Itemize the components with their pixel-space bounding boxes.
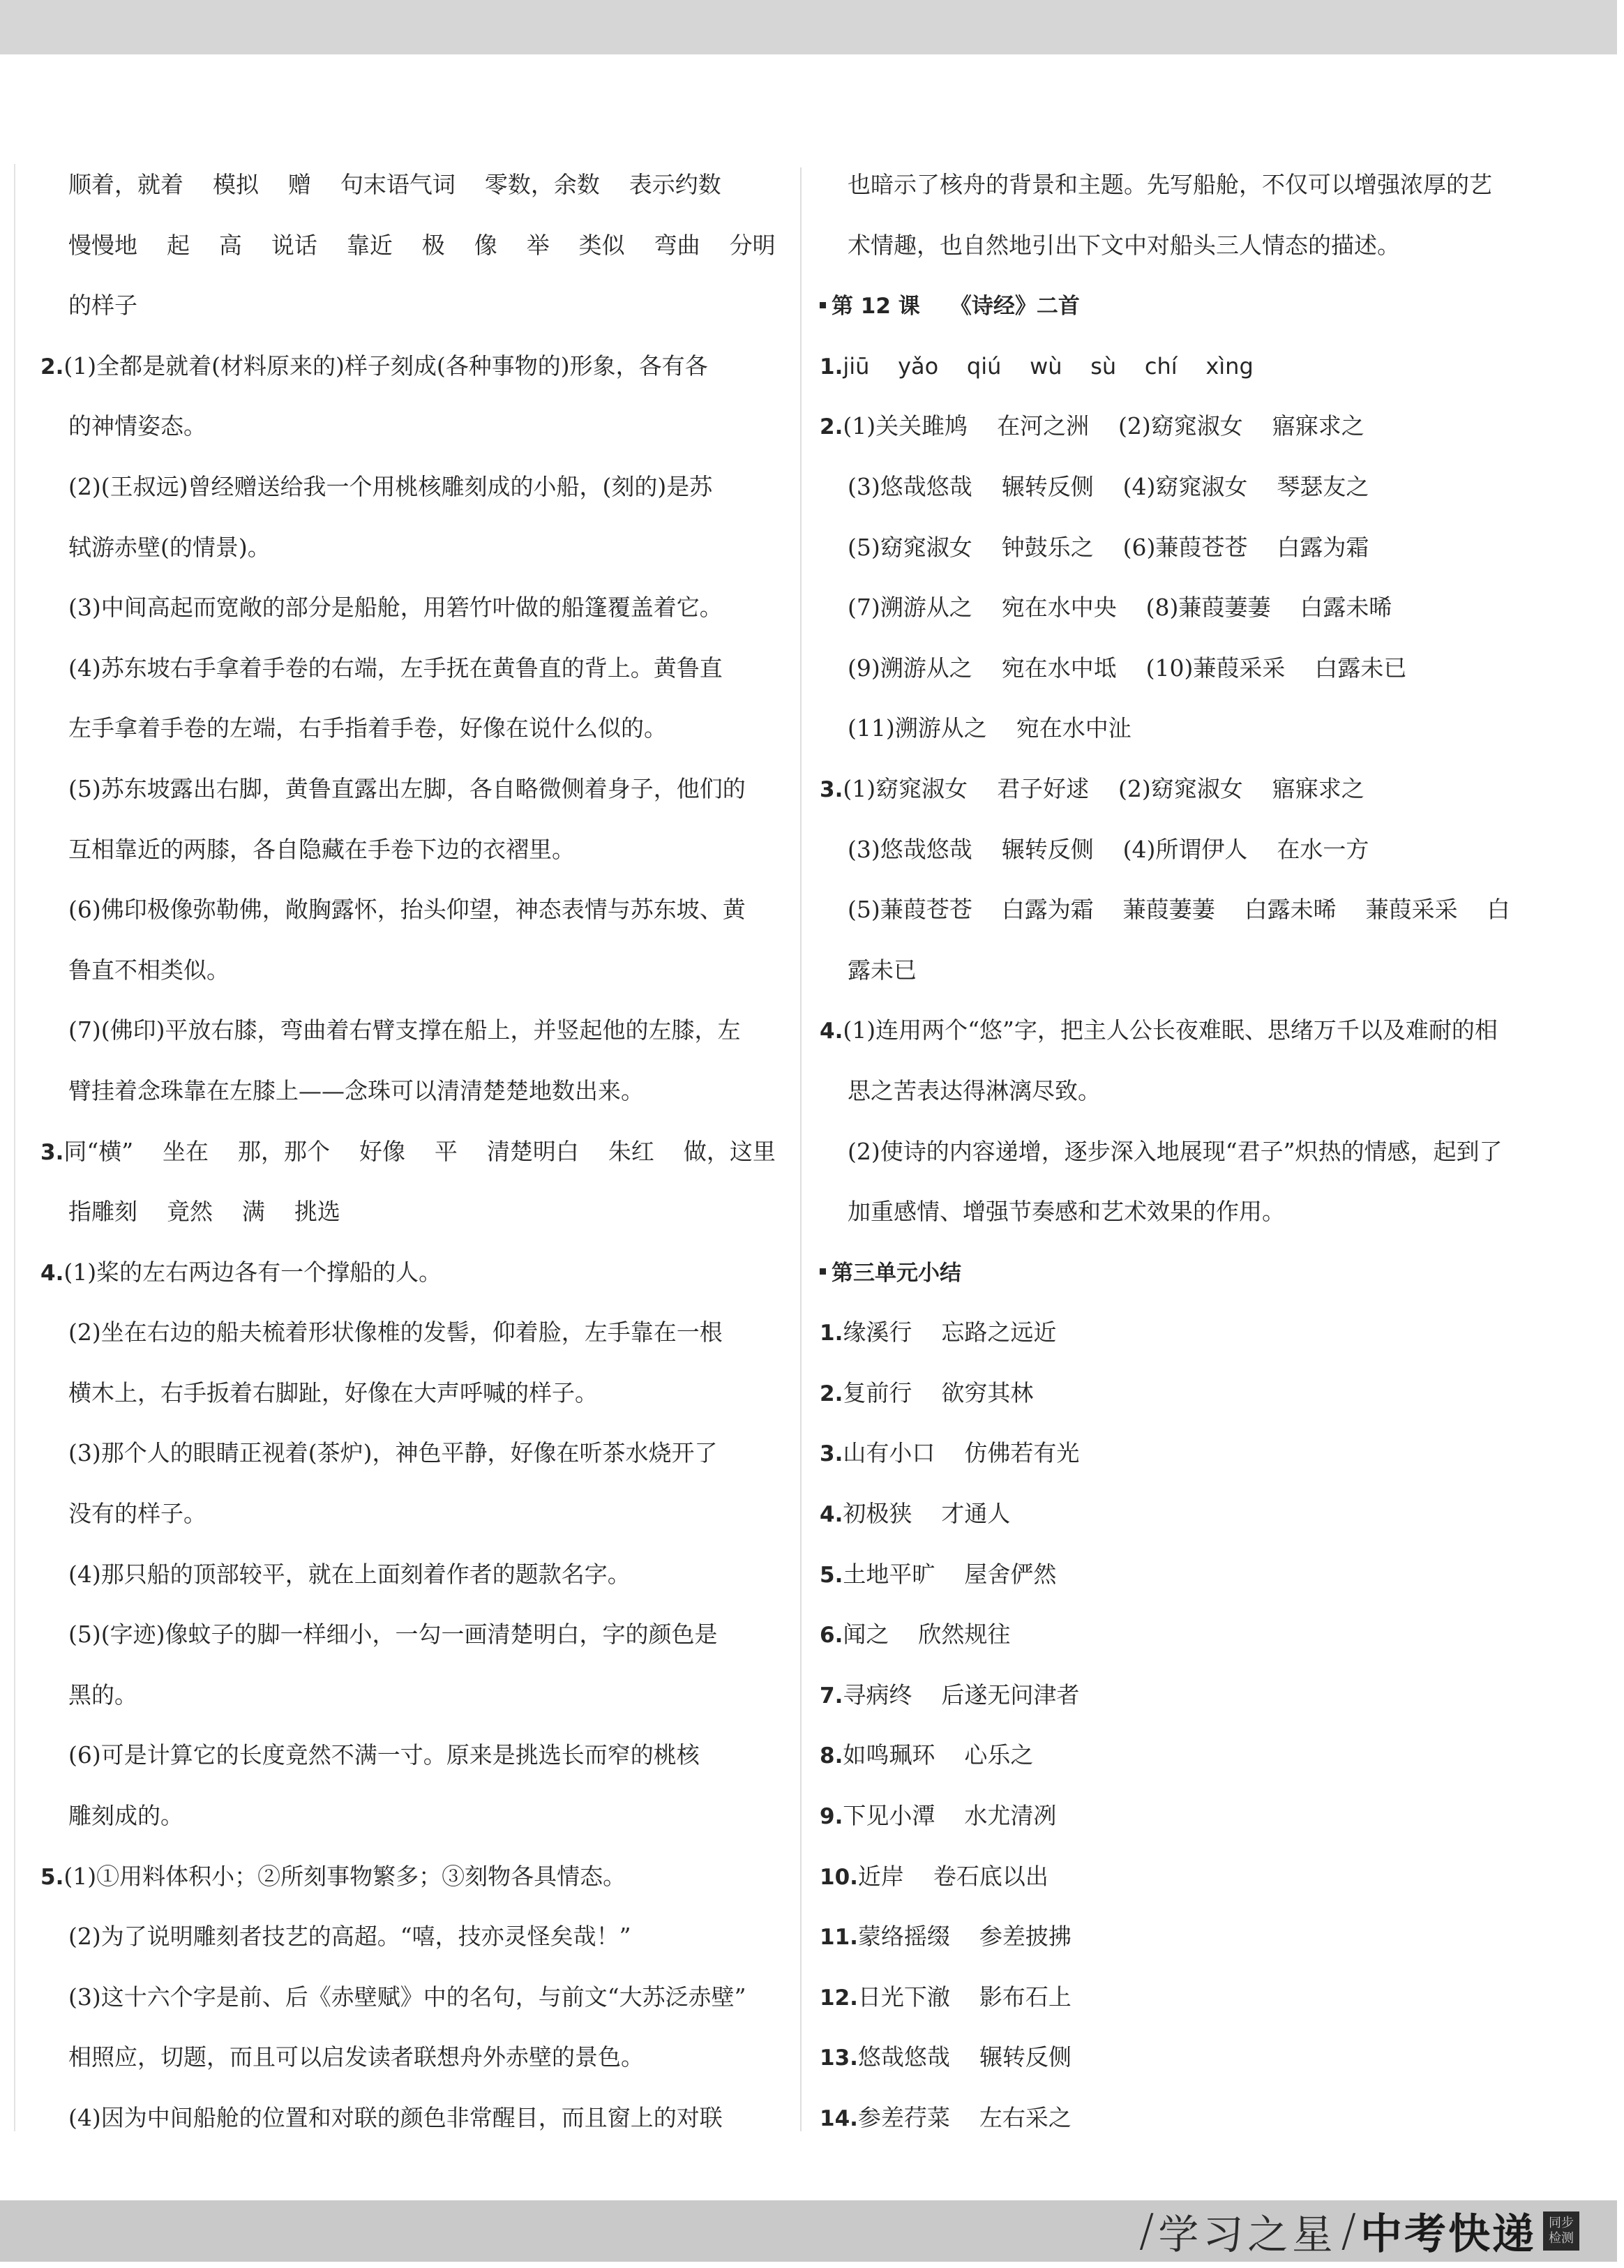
line-text: (6)可是计算它的长度竟然不满一寸。原来是挑选长而窄的桃核 — [68, 1741, 700, 1769]
line-text: (2)为了说明雕刻者技艺的高超。“嘻，技亦灵怪矣哉！” — [68, 1923, 631, 1951]
item-number: 7. — [820, 1683, 843, 1708]
answer-line — [40, 1725, 776, 1786]
line-text: (1)①用料体积小；②所刻事物繁多；③刻物各具情态。 — [63, 1862, 626, 1890]
answer-line — [820, 518, 1559, 578]
line-text: 土地平旷 屋舍俨然 — [843, 1560, 1057, 1588]
line-text: 轼游赤壁(的情景)。 — [68, 533, 271, 561]
answer-line — [40, 1484, 776, 1545]
answer-item — [820, 396, 1559, 457]
answer-line — [820, 155, 1559, 216]
line-text: (4)那只船的顶部较平，就在上面刻着作者的题款名字。 — [68, 1560, 631, 1588]
item-number: 2. — [820, 414, 843, 440]
answer-line — [40, 2027, 776, 2088]
brand-tag — [1543, 2211, 1579, 2251]
item-number: 3. — [40, 1139, 64, 1165]
line-text: 山有小口 仿佛若有光 — [843, 1439, 1080, 1467]
answer-item — [40, 336, 776, 397]
line-text: 悠哉悠哉 辗转反侧 — [857, 2043, 1072, 2071]
line-text: (3)那个人的眼睛正视着(茶炉)，神色平静，好像在听茶水烧开了 — [68, 1439, 718, 1467]
heading-text: 第 12 课 《诗经》二首 — [832, 294, 1080, 320]
answer-item — [820, 1363, 1559, 1424]
answer-line — [820, 638, 1559, 699]
footer-brand — [1135, 2205, 1579, 2258]
line-text: (7)溯游从之 宛在水中央 (8)蒹葭萋萋 白露未晞 — [848, 594, 1392, 622]
answer-line — [40, 638, 776, 699]
answer-item — [820, 336, 1559, 397]
item-number: 6. — [820, 1623, 843, 1649]
item-number: 3. — [820, 1441, 843, 1467]
line-text: 寻病终 后遂无问津者 — [843, 1681, 1080, 1708]
section-heading — [820, 1242, 1559, 1303]
answer-line — [40, 1061, 776, 1122]
item-number: 9. — [820, 1804, 843, 1830]
line-text: 思之苦表达得淋漓尽致。 — [848, 1076, 1101, 1104]
line-text: 黑的。 — [68, 1681, 137, 1708]
answer-item — [820, 1484, 1559, 1545]
line-text: 的样子 — [68, 292, 137, 320]
line-text: 露未已 — [848, 956, 917, 984]
line-text: (4)因为中间船舱的位置和对联的颜色非常醒目，而且窗上的对联 — [68, 2104, 723, 2131]
answer-line — [40, 1000, 776, 1061]
answer-line — [40, 1907, 776, 1967]
answer-line — [40, 276, 776, 336]
line-text: 指雕刻 竟然 满 挑选 — [68, 1198, 340, 1226]
answer-line — [820, 1061, 1559, 1122]
item-number: 5. — [820, 1562, 843, 1588]
item-number: 2. — [40, 354, 64, 380]
answer-line — [820, 578, 1559, 638]
answer-item — [820, 1545, 1559, 1605]
line-text: 互相靠近的两膝，各自隐藏在手卷下边的衣褶里。 — [68, 835, 575, 863]
answer-line — [40, 457, 776, 518]
answer-line — [820, 880, 1559, 940]
item-number: 4. — [40, 1260, 64, 1286]
answer-line — [40, 1363, 776, 1424]
line-text: 雕刻成的。 — [68, 1802, 183, 1830]
answer-item — [820, 1000, 1559, 1061]
line-text: 术情趣，也自然地引出下文中对船头三人情态的描述。 — [848, 231, 1400, 259]
answer-item — [40, 1847, 776, 1907]
line-text: (5)蒹葭苍苍 白露为霜 蒹葭萋萋 白露未晞 蒹葭采采 白 — [848, 896, 1510, 924]
line-text: 缘溪行 忘路之远近 — [843, 1319, 1057, 1346]
line-text: (1)桨的左右两边各有一个撑船的人。 — [63, 1258, 442, 1286]
left-column — [40, 155, 776, 2149]
item-number: 8. — [820, 1743, 843, 1769]
answer-line — [820, 698, 1559, 759]
line-text: (3)中间高起而宽敞的部分是船舱，用箬竹叶做的船篷覆盖着它。 — [68, 594, 723, 622]
brand-tag-top: 同步 — [1549, 2216, 1574, 2230]
answer-item — [820, 2027, 1559, 2088]
answer-line — [820, 1182, 1559, 1242]
answer-line — [40, 396, 776, 457]
line-text: (9)溯游从之 宛在水中坻 (10)蒹葭采采 白露未已 — [848, 654, 1407, 682]
line-text: (1)窈窕淑女 君子好逑 (2)窈窕淑女 寤寐求之 — [843, 774, 1364, 802]
answer-line — [820, 457, 1559, 518]
line-text: 的神情姿态。 — [68, 412, 206, 440]
line-text: 加重感情、增强节奏感和艺术效果的作用。 — [848, 1198, 1285, 1226]
line-text: 左手拿着手卷的左端，右手指着手卷，好像在说什么似的。 — [68, 714, 667, 742]
footer-slash: / — [1341, 2205, 1356, 2257]
answer-item — [820, 1786, 1559, 1847]
column-divider — [800, 167, 802, 2131]
line-text: 如鸣珮环 心乐之 — [843, 1741, 1034, 1769]
answer-line — [40, 1182, 776, 1242]
line-text: 初极狭 才通人 — [843, 1500, 1011, 1528]
line-text: 慢慢地 起 高 说话 靠近 极 像 举 类似 弯曲 分明 — [68, 231, 776, 259]
answer-line — [40, 1967, 776, 2028]
answer-line — [820, 216, 1559, 276]
line-text: 下见小潭 水尤清冽 — [843, 1802, 1057, 1830]
answer-line — [40, 155, 776, 216]
item-number: 13. — [820, 2045, 858, 2071]
brand-tag-bottom: 检测 — [1549, 2231, 1574, 2246]
answer-line — [40, 759, 776, 820]
line-text: (4)苏东坡右手拿着手卷的右端，左手抚在黄鲁直的背上。黄鲁直 — [68, 654, 723, 682]
line-text: 蒙络摇缀 参差披拂 — [857, 1923, 1072, 1951]
line-text: 日光下澈 影布石上 — [857, 1983, 1072, 2011]
answer-item — [820, 1423, 1559, 1484]
answer-item — [820, 1847, 1559, 1907]
answer-line — [40, 518, 776, 578]
line-text: (5)苏东坡露出右脚，黄鲁直露出左脚，各自略微侧着身子，他们的 — [68, 774, 746, 802]
answer-item — [820, 1725, 1559, 1786]
left-margin-rule — [14, 164, 15, 2131]
answer-line — [40, 820, 776, 880]
answer-line — [40, 940, 776, 1001]
answer-line — [40, 1605, 776, 1665]
answer-line — [40, 1302, 776, 1363]
answer-line — [40, 698, 776, 759]
section-heading — [820, 276, 1559, 336]
answer-line — [40, 578, 776, 638]
item-number: 2. — [820, 1381, 843, 1406]
item-number: 1. — [820, 1321, 843, 1346]
line-text: 鲁直不相类似。 — [68, 956, 230, 984]
item-number: 3. — [820, 776, 843, 802]
line-text: 同“横” 坐在 那，那个 好像 平 清楚明白 朱红 做，这里 — [63, 1137, 776, 1165]
answer-line — [40, 1423, 776, 1484]
answer-line — [40, 2088, 776, 2149]
answer-line — [820, 820, 1559, 880]
item-number: 11. — [820, 1925, 858, 1951]
answer-item — [40, 1242, 776, 1303]
item-number: 10. — [820, 1864, 858, 1890]
answer-line — [40, 216, 776, 276]
line-text: (3)悠哉悠哉 辗转反侧 (4)所谓伊人 在水一方 — [848, 835, 1369, 863]
item-number: 4. — [820, 1502, 843, 1528]
line-text: (1)关关雎鸠 在河之洲 (2)窈窕淑女 寤寐求之 — [843, 412, 1364, 440]
line-text: (6)佛印极像弥勒佛，敞胸露怀，抬头仰望，神态表情与苏东坡、黄 — [68, 896, 746, 924]
answer-line — [820, 940, 1559, 1001]
item-number: 12. — [820, 1985, 858, 2011]
answer-item — [820, 1907, 1559, 1967]
line-text: 闻之 欣然规往 — [843, 1621, 1011, 1649]
answer-item — [820, 1665, 1559, 1726]
item-number: 14. — [820, 2106, 858, 2131]
answer-line — [820, 1122, 1559, 1182]
line-text: (1)连用两个“悠”字，把主人公长夜难眠、思绪万千以及难耐的相 — [843, 1016, 1498, 1044]
line-text: (1)全都是就着(材料原来的)样子刻成(各种事物的)形象，各有各 — [63, 352, 708, 380]
line-text: (2)坐在右边的船夫梳着形状像椎的发髻，仰着脸，左手靠在一根 — [68, 1319, 723, 1346]
line-text: 没有的样子。 — [68, 1500, 206, 1528]
right-column — [820, 155, 1559, 2149]
top-header-band — [0, 0, 1617, 54]
answer-line — [40, 880, 776, 940]
answer-item — [820, 2088, 1559, 2149]
item-number: 1. — [820, 354, 843, 380]
line-text: 臂挂着念珠靠在左膝上——念珠可以清清楚楚地数出来。 — [68, 1076, 644, 1104]
brand-xuexizhixing: 学习之星 — [1158, 2211, 1337, 2258]
heading-text: 第三单元小结 — [832, 1260, 961, 1286]
line-text: (3)悠哉悠哉 辗转反侧 (4)窈窕淑女 琴瑟友之 — [848, 472, 1369, 500]
line-text: (11)溯游从之 宛在水中沚 — [848, 714, 1131, 742]
answer-item — [820, 1967, 1559, 2028]
item-number: 5. — [40, 1864, 64, 1890]
footer-slash: / — [1138, 2205, 1155, 2257]
line-text: 相照应，切题，而且可以启发读者联想舟外赤壁的景色。 — [68, 2043, 644, 2071]
brand-zhongkaokuaidi: 中考快递 — [1360, 2210, 1536, 2259]
line-text: 顺着，就着 模拟 赠 句末语气词 零数，余数 表示约数 — [68, 171, 721, 198]
line-text: 近岸 卷石底以出 — [857, 1862, 1048, 1890]
line-text: 也暗示了核舟的背景和主题。先写船舱，不仅可以增强浓厚的艺 — [848, 171, 1492, 198]
line-text: (2)(王叔远)曾经赠送给我一个用桃核雕刻成的小船，(刻的)是苏 — [68, 472, 713, 500]
line-text: (5)窈窕淑女 钟鼓乐之 (6)蒹葭苍苍 白露为霜 — [848, 533, 1369, 561]
line-text: (3)这十六个字是前、后《赤壁赋》中的名句，与前文“大苏泛赤壁” — [68, 1983, 746, 2011]
answer-item — [820, 759, 1559, 820]
line-text: (5)(字迹)像蚊子的脚一样细小，一勾一画清楚明白，字的颜色是 — [68, 1621, 718, 1649]
line-text: jiū yǎo qiú wù sù chí xìng — [843, 352, 1254, 380]
answer-item — [40, 1122, 776, 1182]
answer-line — [40, 1665, 776, 1726]
answer-line — [40, 1545, 776, 1605]
line-text: 复前行 欲穷其林 — [843, 1379, 1034, 1406]
line-text: 参差荇菜 左右采之 — [857, 2104, 1072, 2131]
answer-line — [40, 1786, 776, 1847]
heading-bullet-icon — [820, 302, 826, 308]
answer-item — [820, 1302, 1559, 1363]
line-text: 横木上，右手扳着右脚趾，好像在大声呼喊的样子。 — [68, 1379, 598, 1406]
heading-bullet-icon — [820, 1268, 826, 1275]
line-text: (2)使诗的内容递增，逐步深入地展现“君子”炽热的情感，起到了 — [848, 1137, 1503, 1165]
item-number: 4. — [820, 1019, 843, 1044]
answer-item — [820, 1605, 1559, 1665]
line-text: (7)(佛印)平放右膝，弯曲着右臂支撑在船上，并竖起他的左膝，左 — [68, 1016, 741, 1044]
